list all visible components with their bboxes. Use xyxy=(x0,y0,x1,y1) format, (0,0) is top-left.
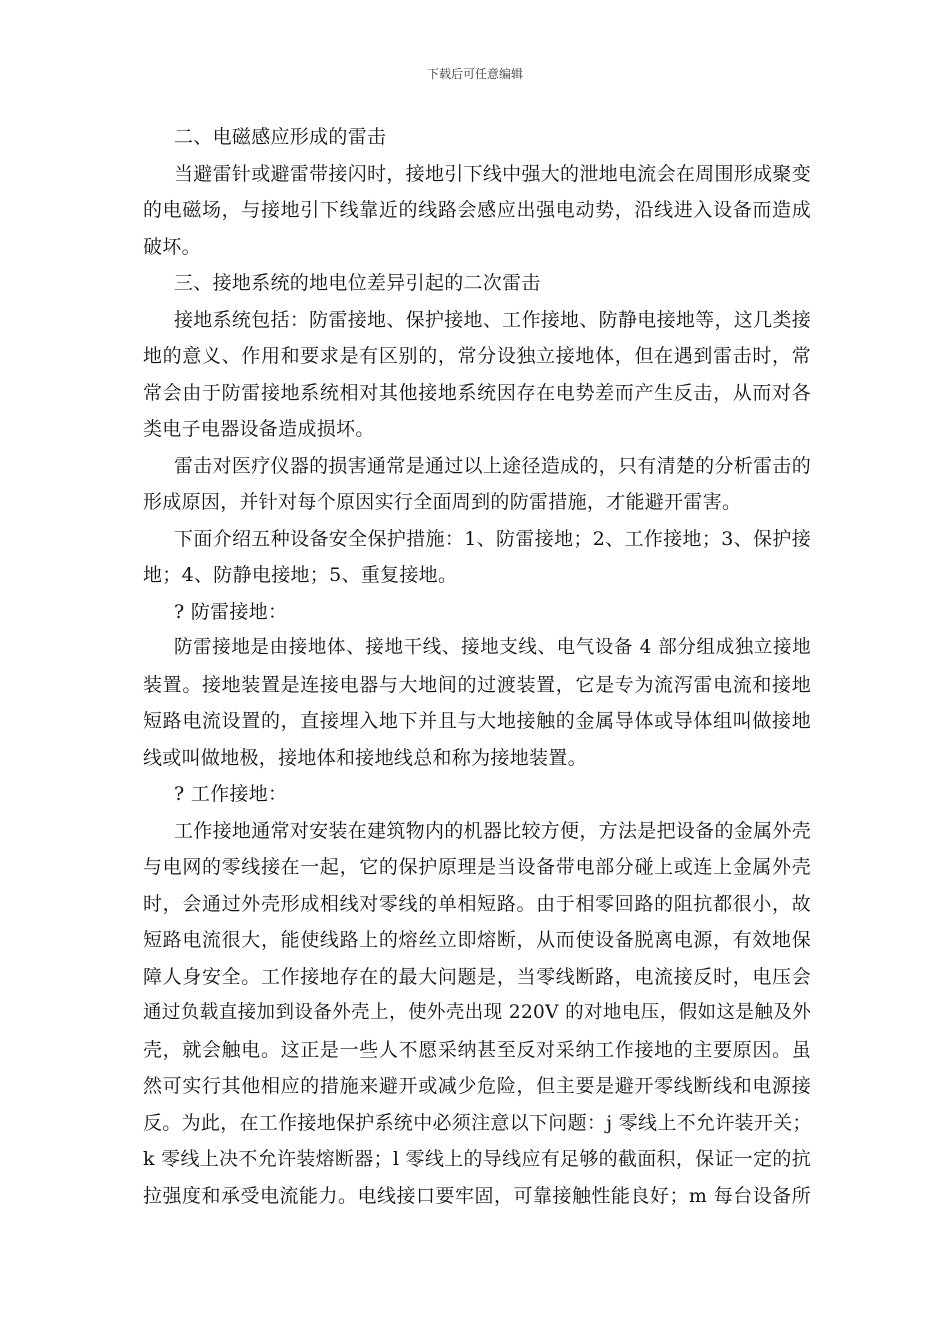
text-line: 的电磁场，与接地引下线靠近的线路会感应出强电动势，沿线进入设备而造成 xyxy=(143,199,811,221)
text-line: 地；4、防静电接地；5、重复接地。 xyxy=(143,564,458,586)
text-line: 装置。接地装置是连接电器与大地间的过渡装置，它是专为流泻雷电流和接地 xyxy=(143,673,811,696)
text-line: 三、接地系统的地电位差异引起的二次雷击 xyxy=(174,272,541,294)
text-line: 然可实行其他相应的措施来避开或减少危险，但主要是避开零线断线和电源接 xyxy=(143,1075,811,1097)
text-line: 地的意义、作用和要求是有区别的，常分设独立接地体，但在遇到雷击时，常 xyxy=(143,345,811,367)
text-line: 时，会通过外壳形成相线对零线的单相短路。由于相零回路的阻抗都很小，故 xyxy=(143,892,811,915)
text-line: 形成原因，并针对每个原因实行全面周到的防雷措施，才能避开雷害。 xyxy=(143,491,742,513)
text-line: 下面介绍五种设备安全保护措施：1、防雷接地；2、工作接地；3、保护接 xyxy=(174,527,811,550)
text-line: 壳，就会触电。这正是一些人不愿采纳甚至反对采纳工作接地的主要原因。虽 xyxy=(143,1038,811,1061)
text-line: 短路电流设置的，直接埋入地下并且与大地接触的金属导体或导体组叫做接地 xyxy=(143,710,811,732)
text-line: 线或叫做地极，接地体和接地线总和称为接地装置。 xyxy=(143,746,587,769)
text-line: 二、电磁感应形成的雷击 xyxy=(174,126,387,148)
text-line: 与电网的零线接在一起，它的保护原理是当设备带电部分碰上或连上金属外壳 xyxy=(143,856,811,878)
text-line: 拉强度和承受电流能力。电线接口要牢固，可靠接触性能良好；m 每台设备所 xyxy=(143,1184,811,1207)
text-line: 类电子电器设备造成损坏。 xyxy=(143,418,375,440)
text-line: 破坏。 xyxy=(143,235,201,258)
document-body xyxy=(143,119,811,1214)
text-line: ? 防雷接地： xyxy=(174,600,288,623)
text-line: 工作接地通常对安装在建筑物内的机器比较方便，方法是把设备的金属外壳 xyxy=(174,819,811,842)
text-line: 当避雷针或避雷带接闪时，接地引下线中强大的泄地电流会在周围形成聚变 xyxy=(174,162,811,185)
text-line: 短路电流很大，能使线路上的熔丝立即熔断，从而使设备脱离电源，有效地保 xyxy=(143,929,811,951)
text-line: 通过负载直接加到设备外壳上，使外壳出现 220V 的对地电压，假如这是触及外 xyxy=(143,1002,811,1023)
text-line: 障人身安全。工作接地存在的最大问题是，当零线断路，电流接反时，电压会 xyxy=(143,965,811,988)
text-line: ? 工作接地： xyxy=(174,783,288,805)
text-line: 常会由于防雷接地系统相对其他接地系统因存在电势差而产生反击，从而对各 xyxy=(143,381,811,404)
text-line: 雷击对医疗仪器的损害通常是通过以上途径造成的，只有清楚的分析雷击的 xyxy=(174,454,811,477)
text-line: 反。为此，在工作接地保护系统中必须注意以下问题：j 零线上不允许装开关； xyxy=(143,1111,812,1134)
text-line: k 零线上决不允许装熔断器；l 零线上的导线应有足够的截面积，保证一定的抗 xyxy=(143,1148,811,1170)
text-line: 防雷接地是由接地体、接地干线、接地支线、电气设备 4 部分组成独立接地 xyxy=(174,637,811,658)
page-header: 下载后可任意编辑 xyxy=(426,67,523,81)
text-line: 接地系统包括：防雷接地、保护接地、工作接地、防静电接地等，这几类接 xyxy=(174,308,811,331)
